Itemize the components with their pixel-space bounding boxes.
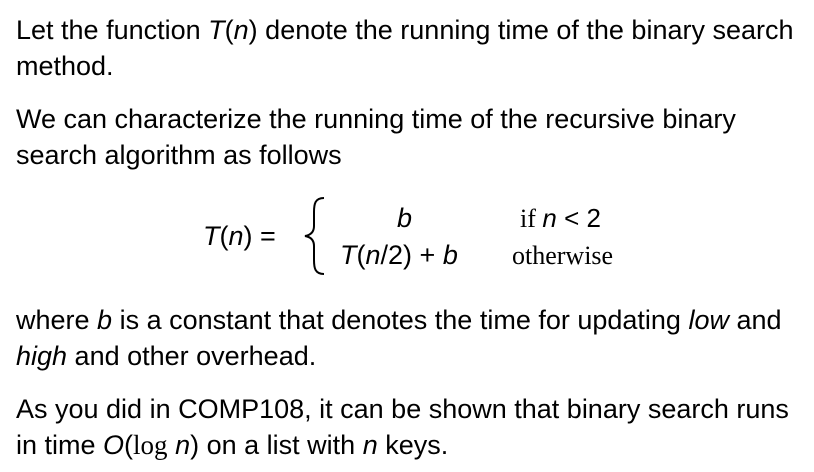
intro-paragraph (16, 12, 806, 84)
case1-cond-n: n (542, 203, 557, 233)
complexity-text-c: keys. (377, 430, 449, 460)
complexity-text-a: As you did in COMP108, it can be shown that binary search runs in time (16, 394, 789, 460)
case1-if: if (520, 204, 543, 233)
equation-lhs (203, 220, 276, 252)
lhs-n: n (228, 221, 244, 251)
keys-n: n (362, 430, 378, 460)
case1-b: b (397, 203, 413, 233)
complexity-paragraph (16, 391, 806, 463)
log-function: log (133, 430, 168, 460)
case2-otherwise: otherwise (512, 241, 614, 270)
case2-T: T (340, 240, 357, 270)
constant-text-c: and (728, 305, 782, 335)
intro-text-end: denote the running time of the binary search method. (16, 15, 794, 81)
intro-text-start: Let the function (16, 15, 209, 45)
log-arg-n: n (175, 430, 191, 460)
characterize-paragraph (16, 101, 806, 173)
big-O: O (103, 430, 125, 460)
case2-n: n (365, 240, 381, 270)
log-space (168, 430, 176, 460)
case2-condition (512, 239, 613, 272)
big-O-close: ) (190, 430, 200, 460)
constant-b: b (97, 305, 113, 335)
characterize-text: We can characterize the running time of the recursive binary search algorithm as follows (16, 104, 736, 170)
left-brace-icon (300, 196, 330, 276)
word-low: low (688, 305, 729, 335)
math-T: T (208, 15, 225, 45)
case2-value (340, 239, 458, 271)
complexity-text-b: on a list with (199, 430, 363, 460)
word-high: high (16, 341, 68, 371)
lhs-paren-open: ( (219, 221, 229, 251)
constant-text-b: is a constant that denotes the time for updating (112, 305, 689, 335)
constant-text-a: where (16, 305, 98, 335)
constant-text-d: and other overhead. (67, 341, 317, 371)
case2-rest: /2) + (380, 240, 443, 270)
recurrence-equation (0, 196, 814, 282)
math-paren-open: ( (224, 15, 234, 45)
math-paren-close: ) (248, 15, 258, 45)
math-n: n (233, 15, 249, 45)
case2-b: b (442, 240, 458, 270)
case1-condition (520, 202, 601, 235)
big-O-open: ( (124, 430, 134, 460)
lhs-close-equals: ) = (243, 221, 276, 251)
lhs-T: T (203, 221, 220, 251)
constant-paragraph (16, 302, 806, 374)
case1-cond-rest: < 2 (556, 203, 601, 233)
case1-value (397, 202, 412, 234)
case2-paren-open: ( (356, 240, 366, 270)
